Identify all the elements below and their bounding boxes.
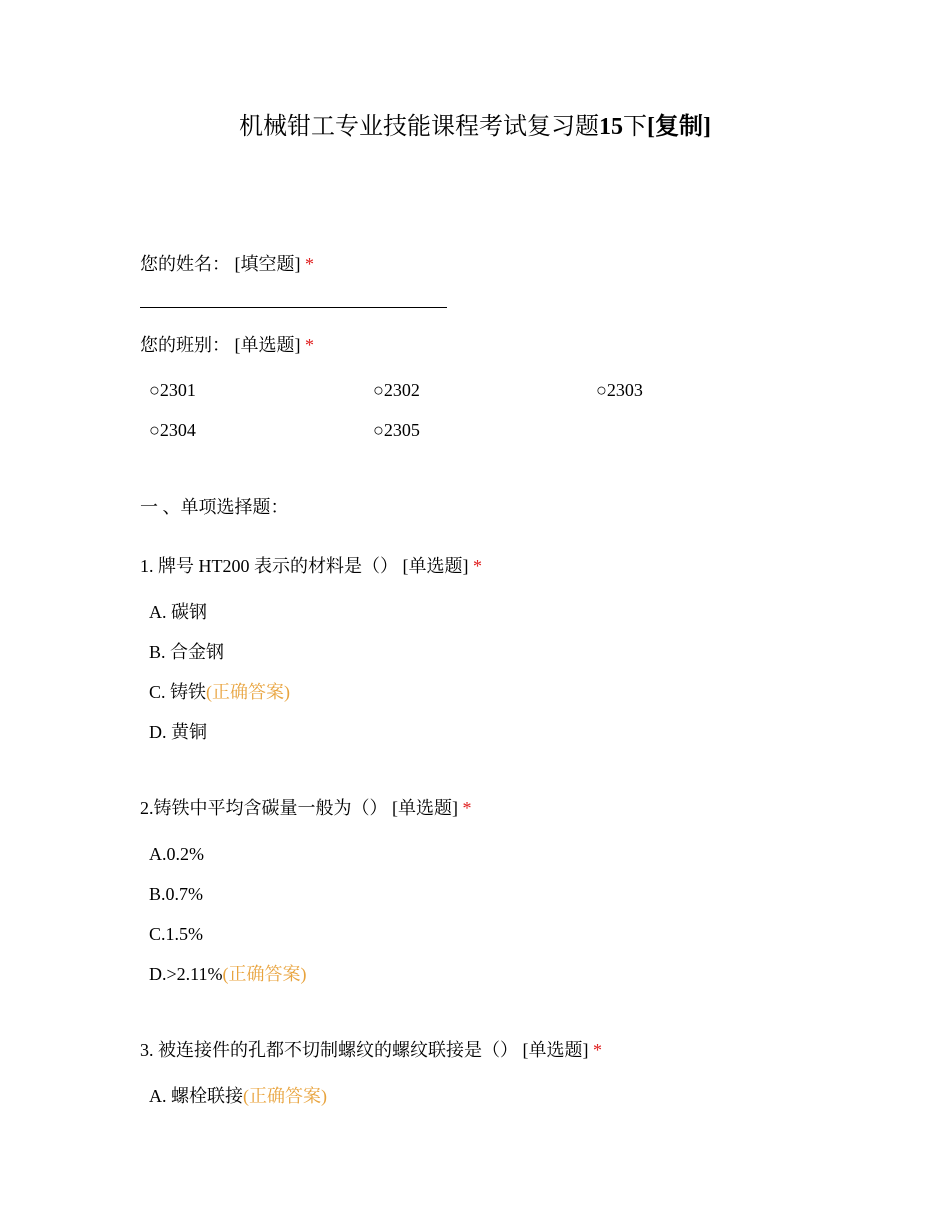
section-heading: 一 、单项选择题： (140, 497, 289, 517)
title-number: 15 (599, 114, 623, 140)
class-option-2302[interactable]: ○2302 (373, 380, 420, 400)
title-middle: 下 (623, 114, 647, 140)
question-2-label (140, 795, 472, 821)
option-text: C. 铸铁 (149, 682, 207, 702)
class-option-2303[interactable]: ○2303 (596, 380, 643, 400)
name-question-type: [填空题] (234, 254, 301, 274)
correct-answer-tag: (正确答案) (222, 964, 307, 984)
class-question-label (140, 332, 314, 358)
option-text: D.>2.11% (149, 964, 223, 984)
name-answer-line[interactable] (140, 307, 447, 308)
correct-answer-tag: (正确答案) (243, 1086, 327, 1106)
title-main: 机械钳工专业技能课程考试复习题 (239, 114, 599, 140)
question-2-text: 2.铸铁中平均含碳量一般为（） [单选题] (140, 798, 458, 818)
class-option-2304[interactable]: ○2304 (149, 420, 196, 440)
question-2-option-c[interactable]: C.1.5% (149, 924, 203, 944)
required-mark: * (462, 798, 472, 818)
required-mark: * (305, 254, 314, 274)
question-1-text: 1. 牌号 HT200 表示的材料是（） [单选题] (140, 556, 469, 576)
class-question-type: [单选题] (234, 335, 301, 355)
class-option-2301[interactable]: ○2301 (149, 380, 196, 400)
name-question-text: 您的姓名： (140, 254, 230, 274)
question-1-option-d[interactable]: D. 黄铜 (149, 722, 207, 742)
question-1-option-b[interactable]: B. 合金钢 (149, 642, 225, 662)
question-3-text: 3. 被连接件的孔都不切制螺纹的螺纹联接是（） [单选题] (140, 1040, 589, 1060)
class-question-text: 您的班别： (140, 335, 230, 355)
question-1-option-c[interactable] (149, 679, 290, 705)
question-2-option-b[interactable]: B.0.7% (149, 884, 203, 904)
title-suffix: [复制] (647, 114, 711, 140)
question-2-option-d[interactable] (149, 961, 306, 987)
question-3-option-a[interactable] (149, 1083, 327, 1109)
required-mark: * (472, 556, 482, 576)
name-question-label (140, 251, 314, 277)
page-title (0, 110, 950, 144)
option-text: A. 螺栓联接 (149, 1086, 243, 1106)
question-2-option-a[interactable]: A.0.2% (149, 844, 204, 864)
required-mark: * (305, 335, 314, 355)
correct-answer-tag: (正确答案) (206, 682, 291, 702)
question-1-label (140, 553, 482, 579)
question-3-label (140, 1037, 602, 1063)
question-1-option-a[interactable]: A. 碳钢 (149, 602, 207, 622)
class-option-2305[interactable]: ○2305 (373, 420, 420, 440)
required-mark: * (593, 1040, 602, 1060)
